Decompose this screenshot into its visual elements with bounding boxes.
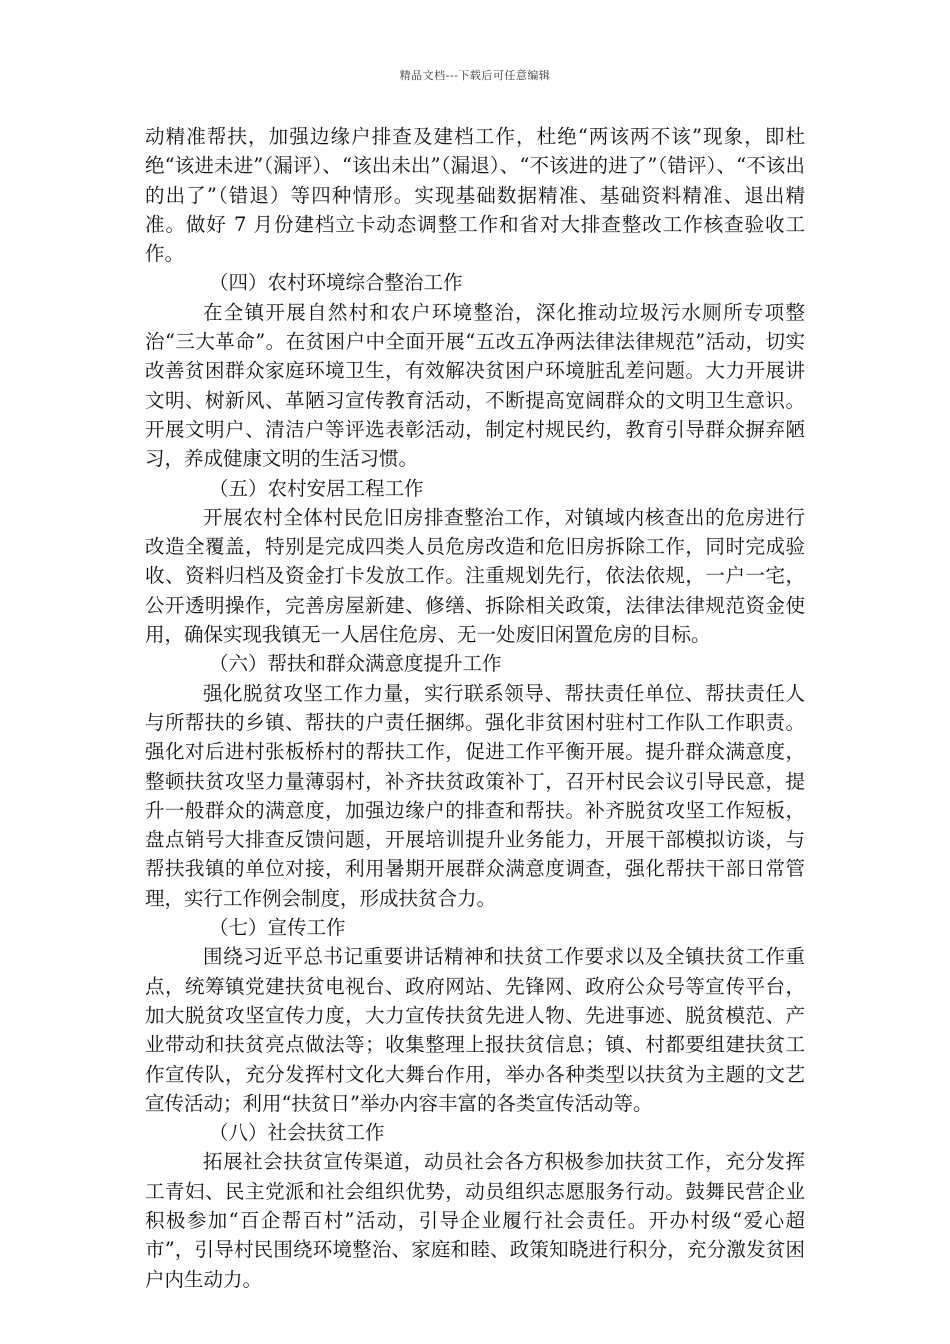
section-heading-6: （六）帮扶和群众满意度提升工作 [209,652,502,676]
section-heading-5: （五）农村安居工程工作 [209,476,424,500]
paragraph-publicity: 围绕习近平总书记重要讲话精神和扶贫工作要求以及全镇扶贫工作重点，统筹镇党建扶贫电视台、政府网站、先锋网、政府公众号等宣传平台，加大脱贫攻坚宣传力度，大力宣传扶贫先进人物、先进事迹、脱贫模范、产业带动和扶贫亮点做法等；收集整理上报扶贫信息；镇、村都要组建扶贫工作宣传队，充分发挥村文化大舞台作用，举办各种类型以扶贫为主题的文艺宣传活动；利用“扶贫日”举办内容丰富的各类宣传活动等。 [145,945,805,1115]
section-heading-8: （八）社会扶贫工作 [209,1121,385,1145]
document-body [145,122,805,1294]
paragraph-continuation: 动精准帮扶，加强边缘户排查及建档工作，杜绝“两该两不该”现象，即杜绝“该进未进”（漏评）、“该出未出”（漏退）、“不该进的进了”（错评）、“不该出的出了”（错退）等四种情形。实现基础数据精准、基础资料精准、退出精准。做好 7 月份建档立卡动态调整工作和省对大排查整改工作核查验收工作。 [145,125,805,266]
section-heading-4: （四）农村环境综合整治工作 [209,271,463,295]
paragraph-housing: 开展农村全体村民危旧房排查整治工作，对镇域内核查出的危房进行改造全覆盖，特别是完成四类人员危房改造和危旧房拆除工作，同时完成验收、资料归档及资金打卡发放工作。注重规划先行，依法依规，一户一宅，公开透明操作，完善房屋新建、修缮、拆除相关政策，法律法律规范资金使用，确保实现我镇无一人居住危房、无一处废旧闲置危房的目标。 [145,505,805,647]
paragraph-environment: 在全镇开展自然村和农户环境整治，深化推动垃圾污水厕所专项整治“三大革命”。在贫困户中全面开展“五改五净两法律法律规范”活动，切实改善贫困群众家庭环境卫生，有效解决贫困户环境脏乱差问题。大力开展讲文明、树新风、革陋习宣传教育活动，不断提高宽阔群众的文明卫生意识。开展文明户、清洁户等评选表彰活动，制定村规民约，教育引导群众摒弃陋习，养成健康文明的生活习惯。 [145,300,805,471]
paragraph-social-aid: 拓展社会扶贫宣传渠道，动员社会各方积极参加扶贫工作，充分发挥工青妇、民主党派和社会组织优势，动员组织志愿服务行动。鼓舞民营企业积极参加“百企帮百村”活动，引导企业履行社会责任。开办村级“爱心超市”，引导村民围绕环境整治、家庭和睦、政策知晓进行积分，充分激发贫困户内生动力。 [145,1150,805,1291]
section-heading-7: （七）宣传工作 [209,916,346,940]
page-header: 精品文档---下载后可任意编辑 [399,69,551,82]
paragraph-satisfaction: 强化脱贫攻坚工作力量，实行联系领导、帮扶责任单位、帮扶责任人与所帮扶的乡镇、帮扶的户责任捆绑。强化非贫困村驻村工作队工作职责。强化对后进村张板桥村的帮扶工作，促进工作平衡开展。提升群众满意度，整顿扶贫攻坚力量薄弱村，补齐扶贫政策补丁，召开村民会议引导民意，提升一般群众的满意度，加强边缘户的排查和帮扶。补齐脱贫攻坚工作短板，盘点销号大排查反馈问题，开展培训提升业务能力，开展干部模拟访谈，与帮扶我镇的单位对接，利用暑期开展群众满意度调查，强化帮扶干部日常管理，实行工作例会制度，形成扶贫合力。 [145,681,805,910]
